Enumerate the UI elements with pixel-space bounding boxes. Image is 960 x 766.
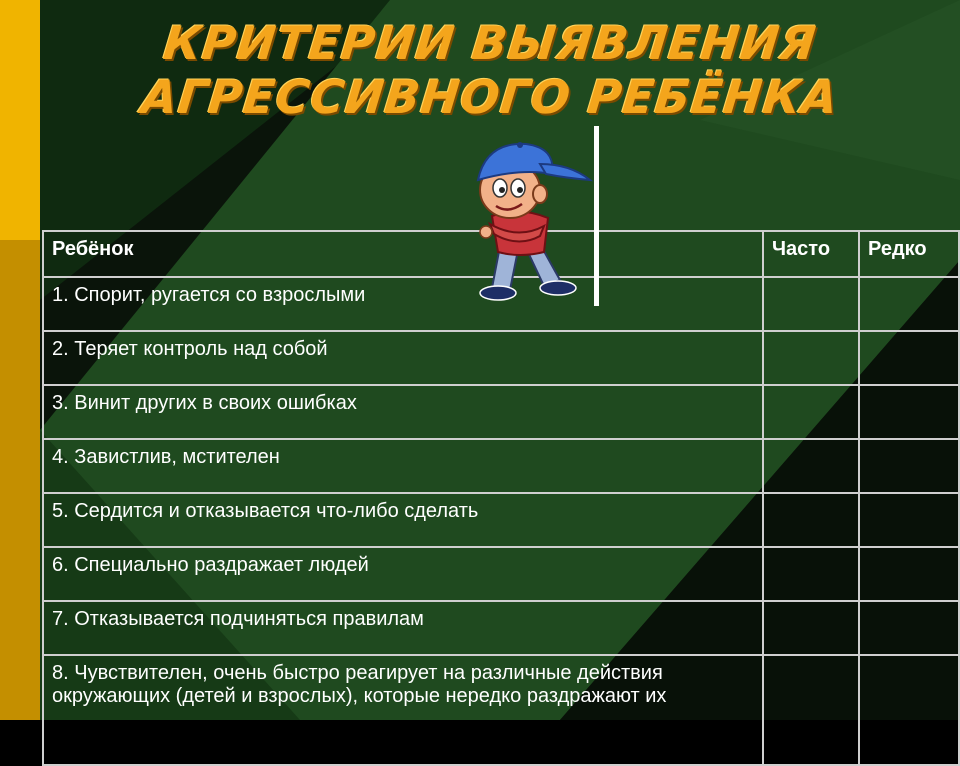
often-cell[interactable] — [763, 277, 859, 331]
header-child: Ребёнок — [43, 231, 763, 277]
header-rarely: Редко — [859, 231, 959, 277]
often-cell[interactable] — [763, 439, 859, 493]
table-row — [43, 493, 959, 547]
rarely-cell[interactable] — [859, 655, 959, 765]
rarely-cell[interactable] — [859, 547, 959, 601]
rarely-cell[interactable] — [859, 331, 959, 385]
table-row — [43, 385, 959, 439]
table-row — [43, 331, 959, 385]
rarely-cell[interactable] — [859, 439, 959, 493]
criterion-text: 1. Спорит, ругается со взрослыми — [43, 277, 763, 331]
table-row — [43, 547, 959, 601]
rarely-cell[interactable] — [859, 277, 959, 331]
title-line-2: АГРЕССИВНОГО РЕБЁНКА — [138, 70, 842, 124]
criterion-text: 3. Винит других в своих ошибках — [43, 385, 763, 439]
rarely-cell[interactable] — [859, 493, 959, 547]
left-accent-bar — [0, 0, 40, 720]
rarely-cell[interactable] — [859, 385, 959, 439]
criteria-table — [42, 230, 960, 766]
often-cell[interactable] — [763, 493, 859, 547]
title-line-1: КРИТЕРИИ ВЫЯВЛЕНИЯ — [160, 16, 820, 70]
criterion-text: 2. Теряет контроль над собой — [43, 331, 763, 385]
often-cell[interactable] — [763, 331, 859, 385]
slide-title — [60, 16, 920, 124]
table-row — [43, 439, 959, 493]
header-often: Часто — [763, 231, 859, 277]
often-cell[interactable] — [763, 601, 859, 655]
rarely-cell[interactable] — [859, 601, 959, 655]
criterion-text: 6. Специально раздражает людей — [43, 547, 763, 601]
often-cell[interactable] — [763, 547, 859, 601]
table-row — [43, 601, 959, 655]
cartoon-boy-icon — [440, 128, 600, 303]
criterion-text: 5. Сердится и отказывается что-либо сделать — [43, 493, 763, 547]
table-row — [43, 655, 959, 765]
criterion-text: 8. Чувствителен, очень быстро реагирует на различные действия окружающих (детей и взрослых), которые нередко раздражают их — [43, 655, 763, 765]
criterion-text: 7. Отказывается подчиняться правилам — [43, 601, 763, 655]
criterion-text: 4. Завистлив, мстителен — [43, 439, 763, 493]
often-cell[interactable] — [763, 655, 859, 765]
often-cell[interactable] — [763, 385, 859, 439]
